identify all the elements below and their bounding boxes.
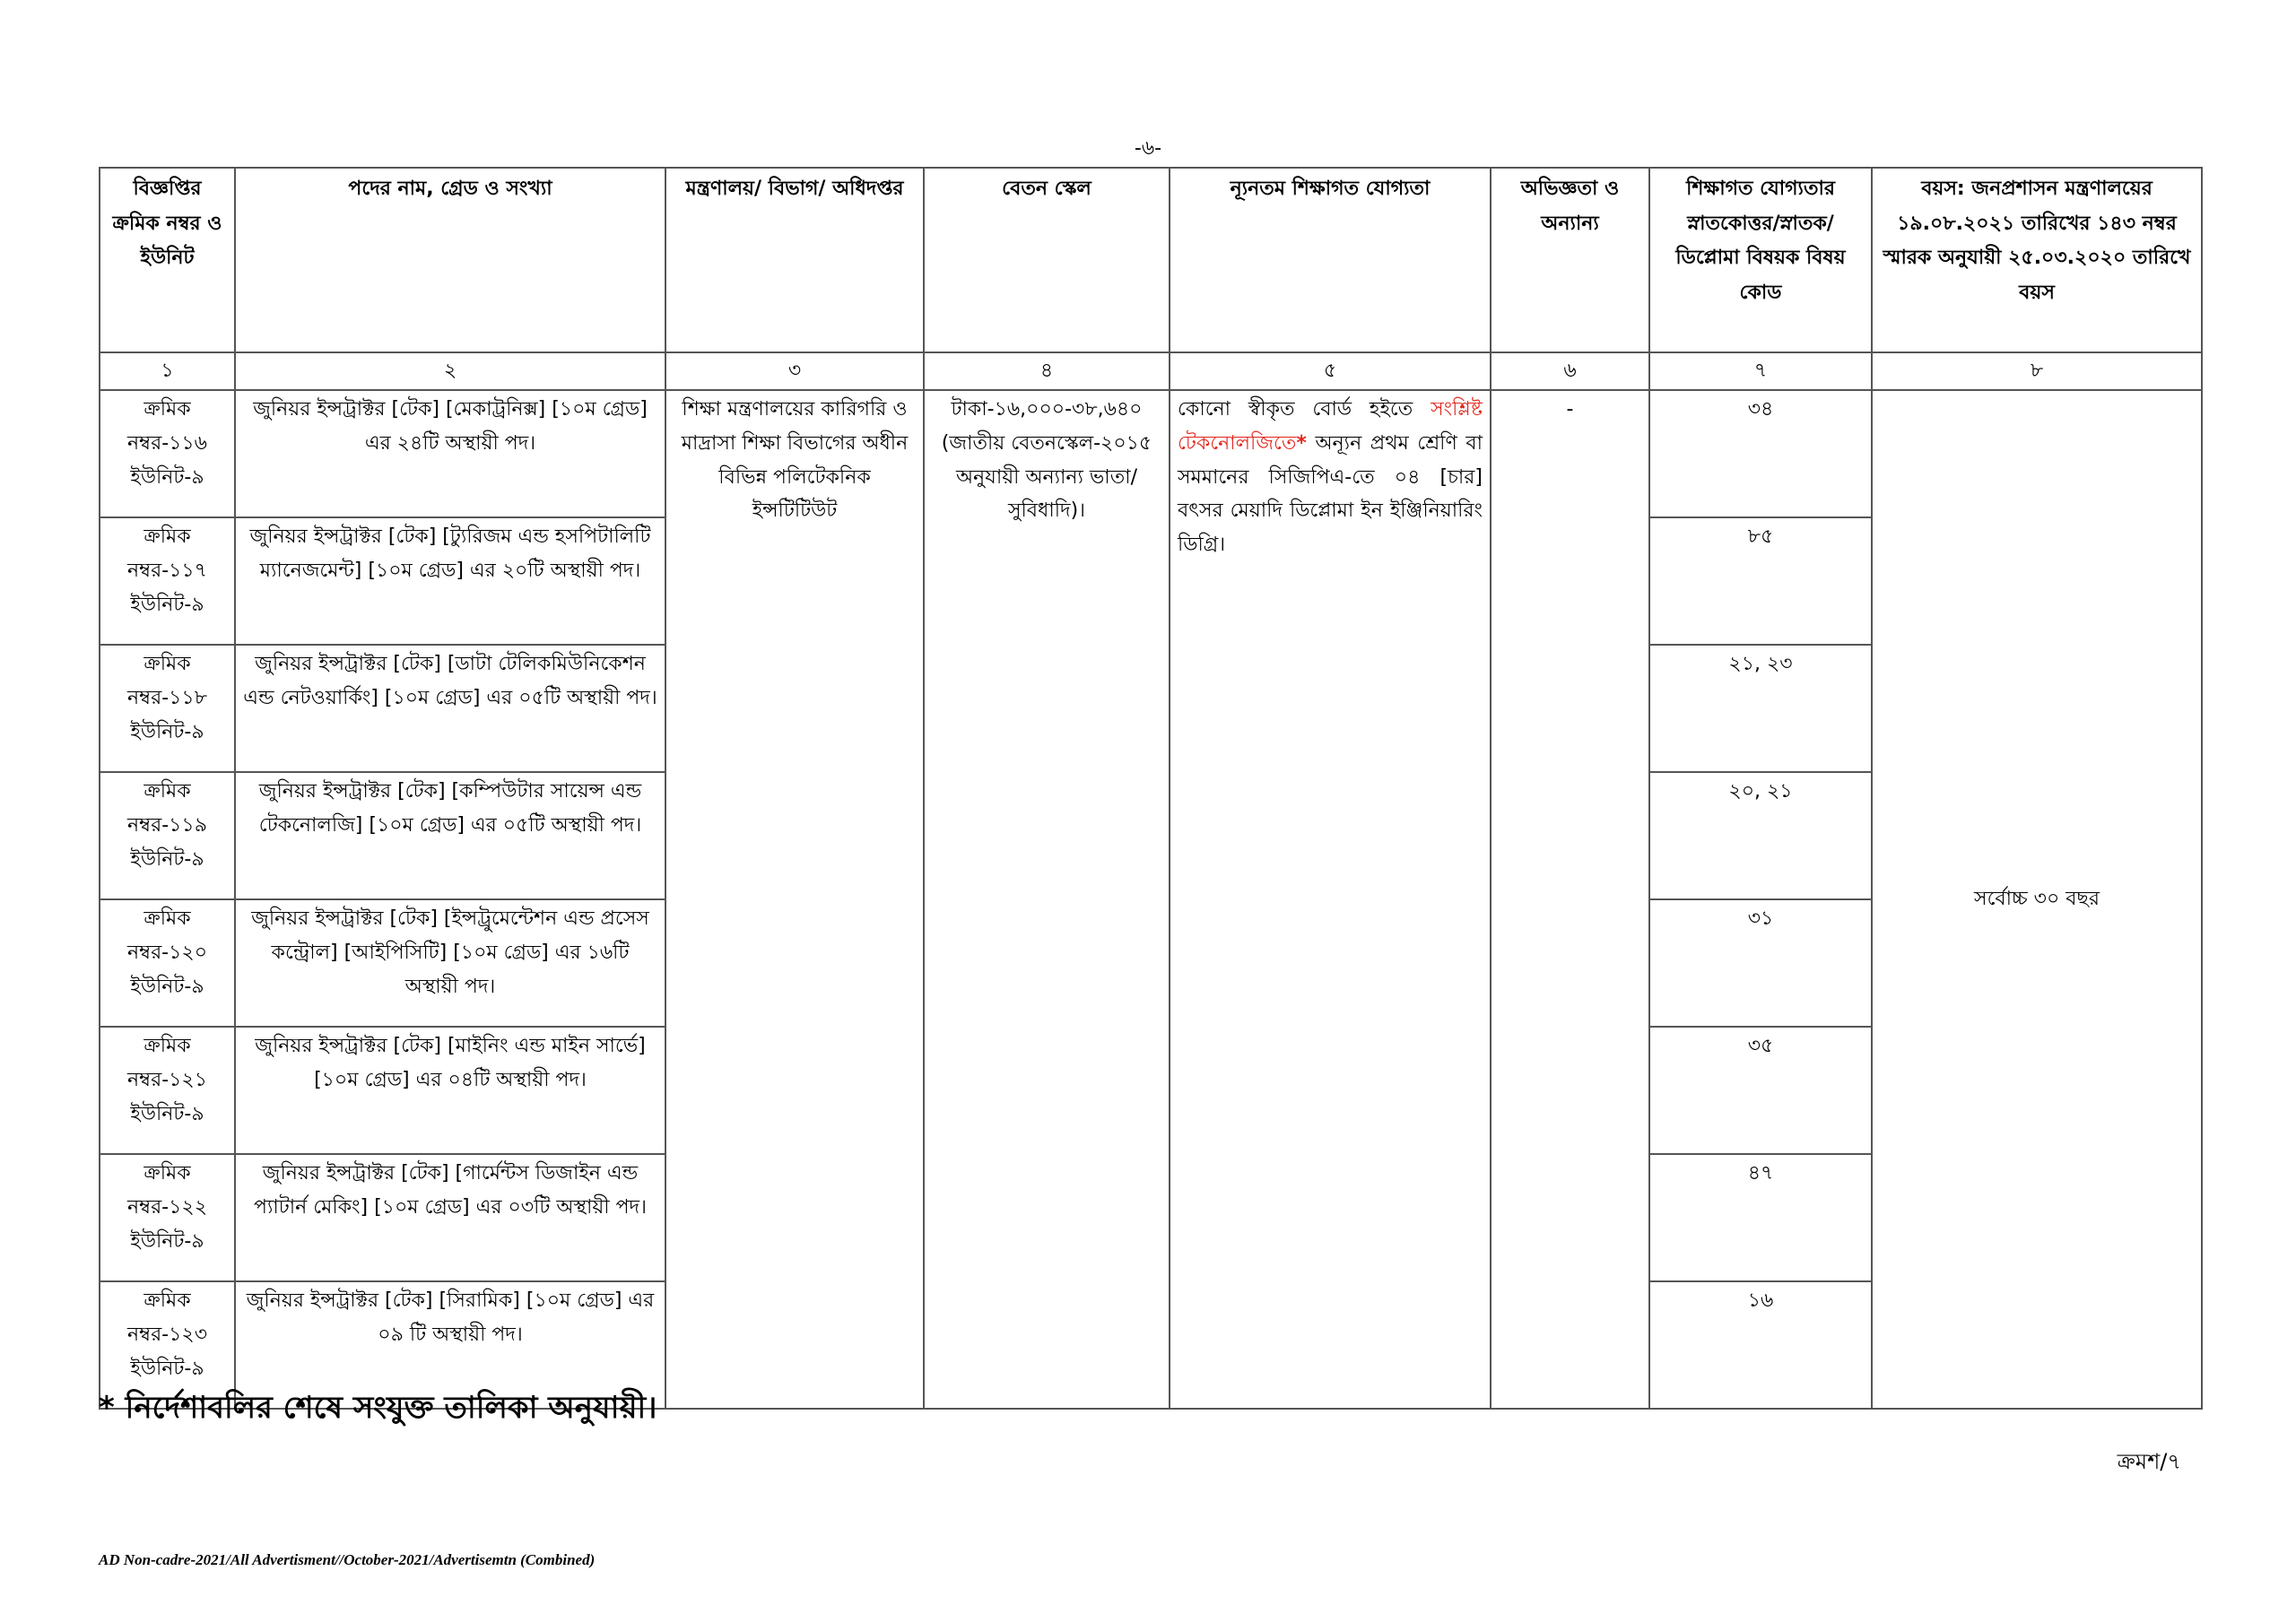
header-post: পদের নাম, গ্রেড ও সংখ্যা [235, 168, 665, 352]
serial-cell: ক্রমিক নম্বর-১২৩ ইউনিট-৯ [100, 1281, 235, 1409]
column-number: ৫ [1170, 352, 1491, 390]
post-cell: জুনিয়র ইন্সট্রাক্টর [টেক] [মাইনিং এন্ড মাইন সার্ভে] [১০ম গ্রেড] এর ০৪টি অস্থায়ী পদ। [235, 1027, 665, 1154]
serial-cell: ক্রমিক নম্বর-১১৮ ইউনিট-৯ [100, 645, 235, 772]
post-cell: জুনিয়র ইন্সট্রাক্টর [টেক] [ইন্সট্রুমেন্টেশন এন্ড প্রসেস কন্ট্রোল] [আইপিসিটি] [১০ম গ্রেড] এর ১৬টি অস্থায়ী পদ। [235, 899, 665, 1027]
table-row [100, 390, 2202, 517]
serial-cell: ক্রমিক নম্বর-১১৬ ইউনিট-৯ [100, 390, 235, 517]
post-cell: জুনিয়র ইন্সট্রাক্টর [টেক] [মেকাট্রনিক্স] [১০ম গ্রেড] এর ২৪টি অস্থায়ী পদ। [235, 390, 665, 517]
subject-code-cell: ৩৫ [1649, 1027, 1872, 1154]
serial-cell: ক্রমিক নম্বর-১১৯ ইউনিট-৯ [100, 772, 235, 899]
column-number: ৪ [924, 352, 1170, 390]
column-number-row [100, 352, 2202, 390]
ministry-cell: শিক্ষা মন্ত্রণালয়ের কারিগরি ও মাদ্রাসা শিক্ষা বিভাগের অধীন বিভিন্ন পলিটেকনিক ইন্সটিটিউট [665, 390, 924, 1409]
column-number: ৮ [1872, 352, 2202, 390]
subject-code-cell: ২০, ২১ [1649, 772, 1872, 899]
header-row [100, 168, 2202, 352]
header-pay-scale: বেতন স্কেল [924, 168, 1170, 352]
column-number: ১ [100, 352, 235, 390]
subject-code-cell: ৪৭ [1649, 1154, 1872, 1281]
post-cell: জুনিয়র ইন্সট্রাক্টর [টেক] [গার্মেন্টস ডিজাইন এন্ড প্যাটার্ন মেকিং] [১০ম গ্রেড] এর ০৩টি অস্থায়ী পদ। [235, 1154, 665, 1281]
footer-reference: AD Non-cadre-2021/All Advertisment//October-2021/Advertisemtn (Combined) [99, 1551, 596, 1568]
continued-label: ক্রমশ/৭ [2117, 1449, 2181, 1474]
vacancy-table [99, 167, 2203, 1410]
subject-code-cell: ২১, ২৩ [1649, 645, 1872, 772]
qualification-highlight: সংশ্লিষ্ট টেকনোলজিতে [1178, 398, 1483, 455]
qualification-cell [1170, 390, 1491, 1409]
header-ministry: মন্ত্রণালয়/ বিভাগ/ অধিদপ্তর [665, 168, 924, 352]
qualification-text: অন্যূন প্রথম শ্রেণি বা সমমানের সিজিপিএ-তে ০৪ [চার] বৎসর মেয়াদি ডিপ্লোমা ইন ইঞ্জিনিয়ারিং ডিগ্রি। [1178, 431, 1483, 557]
post-cell: জুনিয়র ইন্সট্রাক্টর [টেক] [ডাটা টেলিকমিউনিকেশন এন্ড নেটওয়ার্কিং] [১০ম গ্রেড] এর ০৫টি অস্থায়ী পদ। [235, 645, 665, 772]
column-number: ৬ [1491, 352, 1649, 390]
subject-code-cell: ১৬ [1649, 1281, 1872, 1409]
subject-code-cell: ৮৫ [1649, 517, 1872, 645]
age-cell: সর্বোচ্চ ৩০ বছর [1872, 390, 2202, 1409]
column-number: ৩ [665, 352, 924, 390]
post-cell: জুনিয়র ইন্সট্রাক্টর [টেক] [ট্যুরিজম এন্ড হসপিটালিটি ম্যানেজমেন্ট] [১০ম গ্রেড] এর ২০টি অস্থায়ী পদ। [235, 517, 665, 645]
header-age: বয়স: জনপ্রশাসন মন্ত্রণালয়ের ১৯.০৮.২০২১ তারিখের ১৪৩ নম্বর স্মারক অনুযায়ী ২৫.০৩.২০২০ তারিখে বয়স [1872, 168, 2202, 352]
qualification-text: কোনো স্বীকৃত বোর্ড হইতে [1178, 398, 1413, 421]
page-number: -৬- [1134, 137, 1162, 160]
header-qualification: ন্যূনতম শিক্ষাগত যোগ্যতা [1170, 168, 1491, 352]
subject-code-cell: ৩১ [1649, 899, 1872, 1027]
post-cell: জুনিয়র ইন্সট্রাক্টর [টেক] [সিরামিক] [১০ম গ্রেড] এর ০৯ টি অস্থায়ী পদ। [235, 1281, 665, 1409]
subject-code-cell: ৩৪ [1649, 390, 1872, 517]
column-number: ৭ [1649, 352, 1872, 390]
footnote: * নির্দেশাবলির শেষে সংযুক্ত তালিকা অনুযায়ী। [99, 1390, 657, 1426]
pay-scale-cell: টাকা-১৬,০০০-৩৮,৬৪০ (জাতীয় বেতনস্কেল-২০১৫ অনুযায়ী অন্যান্য ভাতা/সুবিধাদি)। [924, 390, 1170, 1409]
serial-cell: ক্রমিক নম্বর-১২১ ইউনিট-৯ [100, 1027, 235, 1154]
serial-cell: ক্রমিক নম্বর-১২০ ইউনিট-৯ [100, 899, 235, 1027]
column-number: ২ [235, 352, 665, 390]
header-subject-code: শিক্ষাগত যোগ্যতার স্নাতকোত্তর/স্নাতক/ ডিপ্লোমা বিষয়ক বিষয় কোড [1649, 168, 1872, 352]
asterisk-mark: * [1296, 431, 1307, 455]
header-serial: বিজ্ঞপ্তির ক্রমিক নম্বর ও ইউনিট [100, 168, 235, 352]
experience-cell: - [1491, 390, 1649, 1409]
serial-cell: ক্রমিক নম্বর-১২২ ইউনিট-৯ [100, 1154, 235, 1281]
header-experience: অভিজ্ঞতা ও অন্যান্য [1491, 168, 1649, 352]
serial-cell: ক্রমিক নম্বর-১১৭ ইউনিট-৯ [100, 517, 235, 645]
post-cell: জুনিয়র ইন্সট্রাক্টর [টেক] [কম্পিউটার সায়েন্স এন্ড টেকনোলজি] [১০ম গ্রেড] এর ০৫টি অস্থায়ী পদ। [235, 772, 665, 899]
